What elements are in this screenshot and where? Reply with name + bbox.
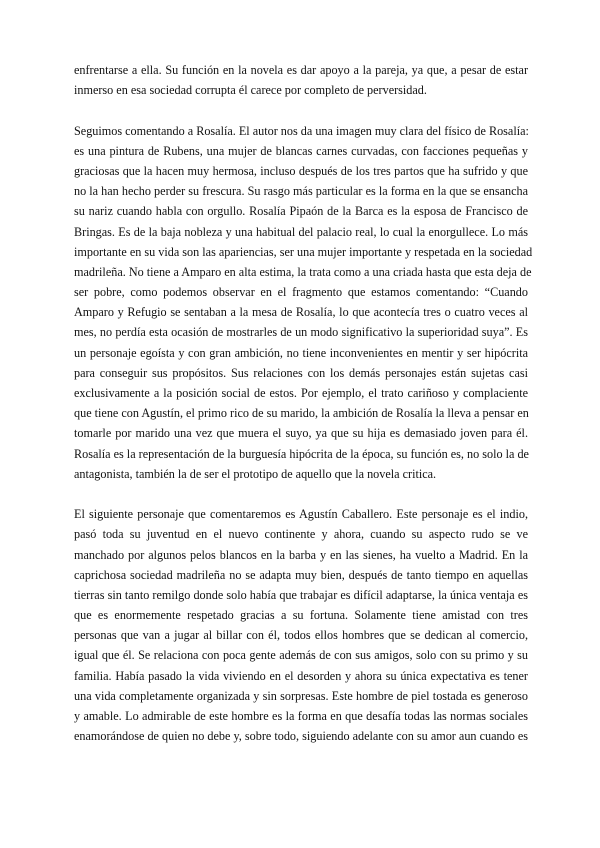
text-line: enfrentarse a ella. Su función en la novela es dar apoyo a la pareja, ya que, a pesar de estar: [74, 63, 528, 77]
text-line: El siguiente personaje que comentaremos es Agustín Caballero. Este personaje es el indio,: [74, 507, 528, 522]
text-line: su nariz cuando habla con orgullo. Rosalía Pipaón de la Barca es la esposa de Francisco de: [74, 204, 528, 219]
paragraph-2: [74, 121, 533, 484]
text-line: exclusivamente a la posición social de estos. Por ejemplo, el trato cariñoso y complaciente: [74, 386, 528, 400]
text-line: que tiene con Agustín, el primo rico de su marido, la ambición de Rosalía la lleva a pensar en: [74, 406, 529, 421]
text-line: y amable. Lo admirable de este hombre es la forma en que desafía todas las normas sociales: [74, 709, 528, 723]
text-line: Seguimos comentando a Rosalía. El autor nos da una imagen muy clara del físico de Rosalía:: [74, 123, 529, 138]
text-line: familia. Había pasado la vida viviendo en el desorden y ahora su única expectativa es tener: [74, 668, 528, 683]
text-line: manchado por algunos pelos blancos en la barba y en las sienes, ha vuelto a Madrid. En la: [74, 547, 528, 562]
paragraph-3: [74, 504, 528, 746]
text-line: es una pintura de Rubens, una mujer de blancas carnes curvadas, con facciones pequeñas y: [74, 143, 528, 158]
text-line: una vida completamente organizada y sin sorpresas. Este hombre de piel tostada es generoso: [74, 688, 528, 703]
document-page: [74, 60, 533, 767]
text-line: caprichosa sociedad madrileña no se adapta muy bien, después de tanto tiempo en aquellas: [74, 567, 528, 582]
text-line: tierras sin tanto remilgo donde solo había que trabajar es difícil adaptarse, la única ventaja es: [74, 587, 528, 602]
text-line: personas que van a jugar al billar con él, todos ellos hombres que se dedican al comercio,: [74, 628, 528, 643]
text-line: un personaje egoísta y con gran ambición, no tiene inconvenientes en mentir y ser hipócrita: [74, 345, 528, 360]
text-line: Amparo y Refugio se sentaban a la mesa de Rosalía, lo que acontecía tres o cuatro veces al: [74, 305, 528, 320]
text-line: madrileña. No tiene a Amparo en alta estima, la trata como a una criada hasta que esta deja de: [74, 264, 532, 279]
text-line: tomarle por marido una vez que muera el suyo, ya que su hija es demasiado joven para él.: [74, 426, 528, 441]
text-line: ser pobre, como podemos observar en el fragmento que estamos comentando: “Cuando: [74, 285, 528, 300]
text-line: antagonista, también la de ser el prototipo de aquello que la novela critica.: [74, 466, 437, 481]
text-line: mes, no perdía esta ocasión de mostrarles de un modo significativo la superioridad suya”. Es: [74, 325, 528, 340]
text-line: enamorándose de quien no debe y, sobre todo, siguiendo adelante con su amor aun cuando es: [74, 729, 528, 744]
text-line: importante en su vida son las apariencias, ser una mujer importante y respetada en la sociedad: [74, 244, 533, 259]
text-line: pasó toda su juventud en el nuevo continente y ahora, cuando su aspecto rudo se ve: [74, 527, 528, 542]
text-line: no la han hecho perder su frescura. Su rasgo más particular es la forma en la que se ensancha: [74, 184, 528, 199]
text-line: para conseguir sus propósitos. Sus relaciones con los demás personajes están sujetas casi: [74, 365, 528, 380]
text-line: graciosas que la hacen muy hermosa, incluso después de los tres partos que ha sufrido y que: [74, 163, 528, 178]
text-line: inmerso en esa sociedad corrupta él carece por completo de perversidad.: [74, 83, 427, 98]
text-line: igual que él. Se relaciona con poca gente además de con sus amigos, solo con su primo y su: [74, 648, 528, 663]
paragraph-1: [74, 60, 528, 100]
text-line: Bringas. Es de la baja nobleza y una habitual del palacio real, lo cual la enorgullece. Lo más: [74, 224, 528, 239]
text-line: Rosalía es la representación de la burguesía hipócrita de la época, su función es, no solo la de: [74, 446, 529, 461]
text-line: que es enormemente respetado gracias a su fortuna. Solamente tiene amistad con tres: [74, 608, 528, 623]
